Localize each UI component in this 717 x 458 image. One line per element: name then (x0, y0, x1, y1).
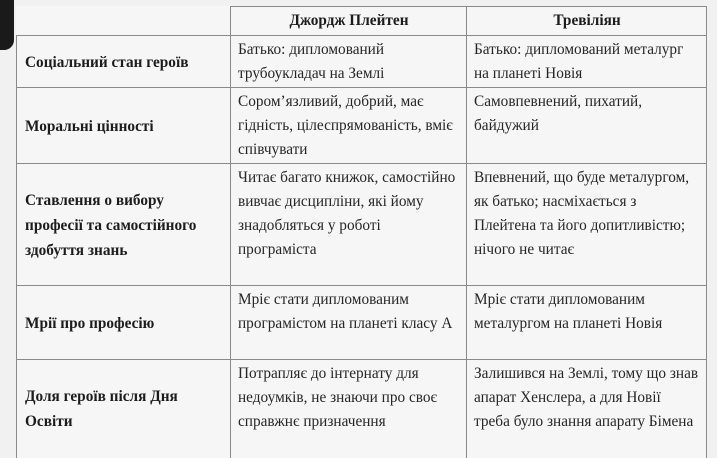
row-label-attitude: Ставлення о вибору професії та самостійного здобуття знань (17, 164, 231, 286)
cell-trevelyan-dreams: Мріє стати дипломованим металургом на планеті Новія (467, 286, 707, 360)
page-corner-mark (0, 0, 14, 50)
cell-trevelyan-social-status: Батько: дипломований металург на планеті Новія (467, 36, 707, 88)
cell-platen-dreams: Мріє стати дипломованим програмістом на планеті класу А (231, 286, 467, 360)
cell-trevelyan-fate: Залишився на Землі, тому що знав апарат Хенслера, а для Новії треба було знання апарату Бімена (467, 360, 707, 458)
header-trevelyan: Тревіліян (467, 7, 707, 36)
header-platen: Джордж Плейтен (231, 7, 467, 36)
table-row (17, 286, 707, 360)
cell-trevelyan-attitude: Впевнений, що буде металургом, як батько; насміхається з Плейтена та його допитливістю; нічого не читає (467, 164, 707, 286)
row-label-moral-values: Моральні цінності (17, 88, 231, 164)
table-row (17, 164, 707, 286)
comparison-table (16, 6, 707, 458)
table-row (17, 36, 707, 88)
cell-trevelyan-moral-values: Самовпевнений, пихатий, байдужий (467, 88, 707, 164)
cell-platen-social-status: Батько: дипломований трубоукладач на Землі (231, 36, 467, 88)
table-row (17, 88, 707, 164)
header-empty-cell (17, 7, 231, 36)
row-label-fate: Доля героїв після Дня Освіти (17, 360, 231, 458)
table-row (17, 360, 707, 458)
header-row (17, 7, 707, 36)
cell-platen-fate: Потрапляє до інтернату для недоумків, не знаючи про своє справжнє призначення (231, 360, 467, 458)
row-label-social-status: Соціальний стан героїв (17, 36, 231, 88)
cell-platen-attitude: Читає багато книжок, самостійно вивчає дисципліни, які йому знадобляться у роботі програміста (231, 164, 467, 286)
cell-platen-moral-values: Сором’язливий, добрий, має гідність, цілеспрямованість, вміє співчувати (231, 88, 467, 164)
row-label-dreams: Мрії про професію (17, 286, 231, 360)
